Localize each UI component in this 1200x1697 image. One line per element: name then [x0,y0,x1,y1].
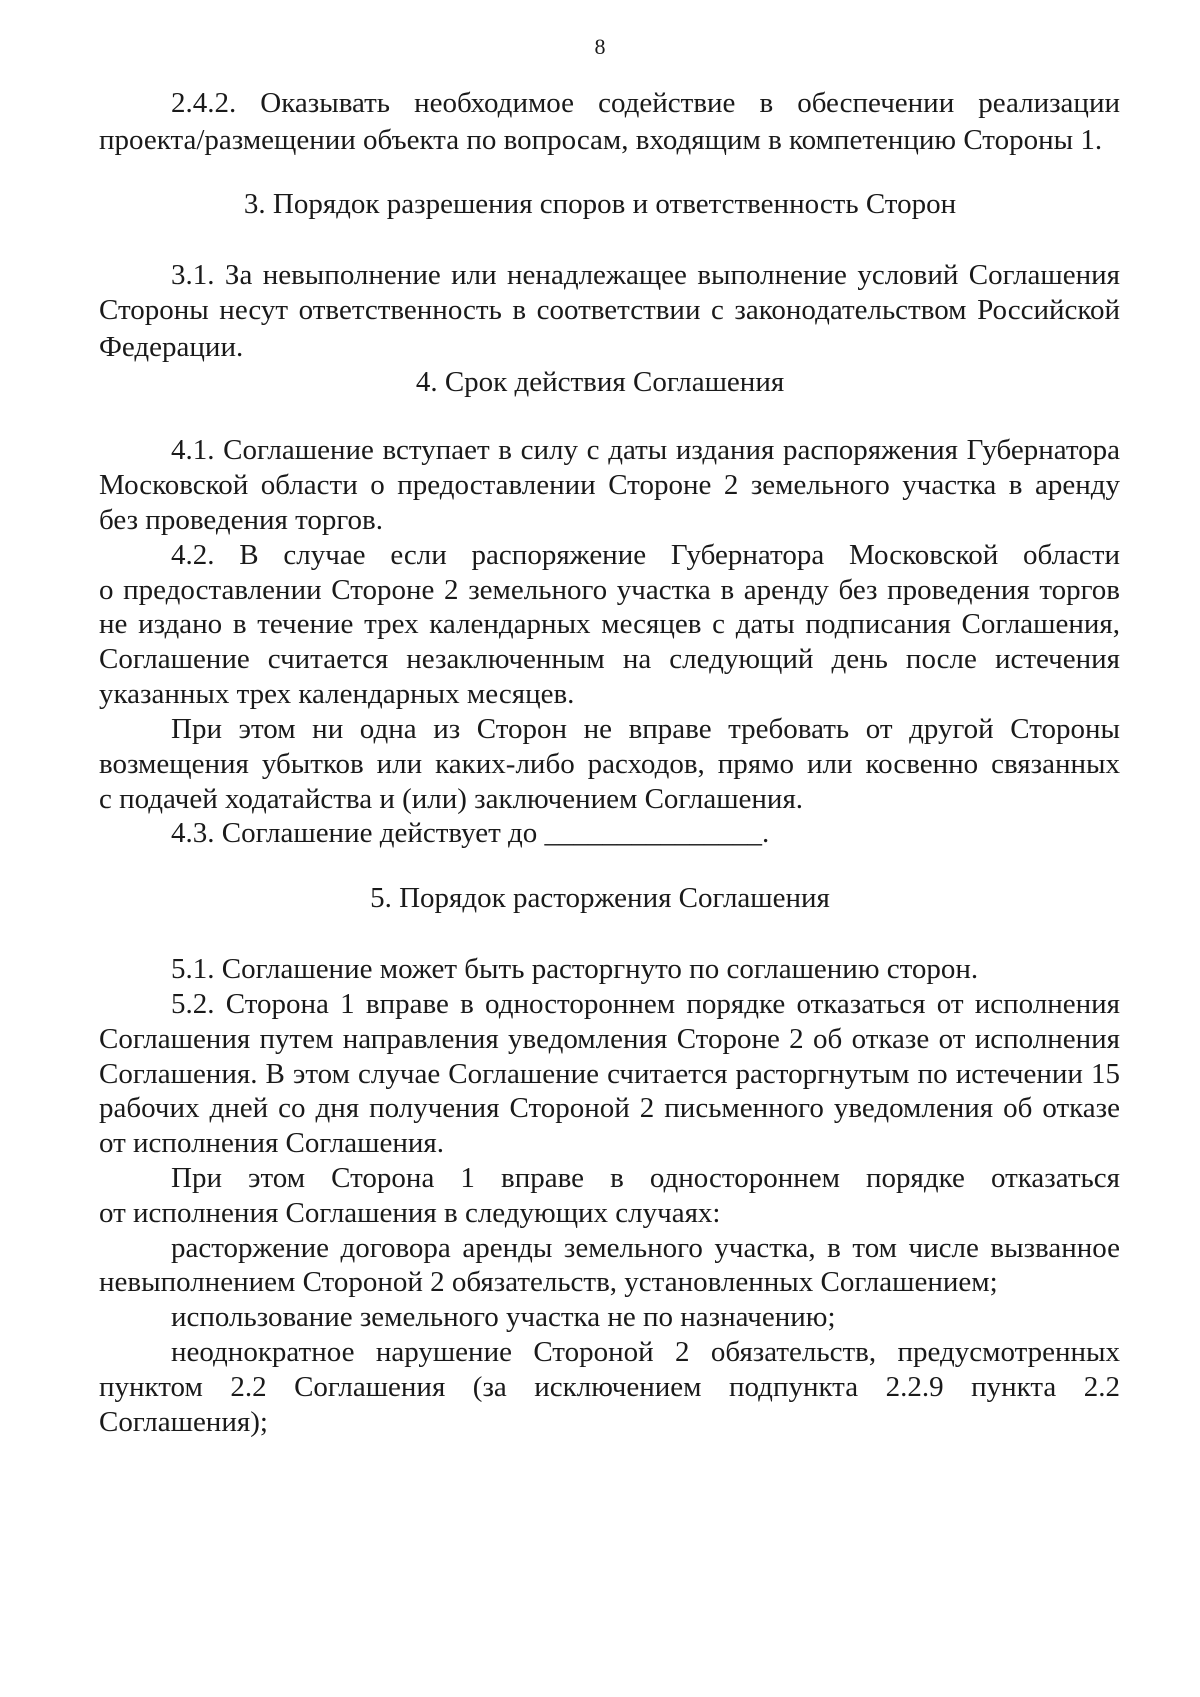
section-heading: 5. Порядок расторжения Соглашения [370,882,830,914]
section-heading: 3. Порядок разрешения споров и ответственность Сторон [243,188,957,220]
text-line: не издано в течение трех календарных месяцев с даты подписания Соглашения, [99,608,1120,640]
text-line: от исполнения Соглашения в следующих случаях: [99,1197,721,1229]
text-line: 5.2. Сторона 1 вправе в одностороннем порядке отказаться от исполнения [171,988,1120,1020]
text-line: указанных трех календарных месяцев. [99,678,575,710]
text-line: 5.1. Соглашение может быть расторгнуто по соглашению сторон. [171,953,979,985]
section-heading: 4. Срок действия Соглашения [415,366,785,398]
text-line: использование земельного участка не по назначению; [171,1301,836,1333]
text-line: проекта/размещении объекта по вопросам, входящим в компетенцию Стороны 1. [99,124,1103,156]
text-line: расторжение договора аренды земельного участка, в том числе вызванное [171,1232,1120,1264]
text-line: Соглашения. В этом случае Соглашение считается расторгнутым по истечении 15 [99,1058,1120,1090]
text-line: 2.4.2. Оказывать необходимое содействие в обеспечении реализации [171,87,1120,119]
text-line: При этом Сторона 1 вправе в одностороннем порядке отказаться [171,1162,1120,1194]
text-line: о предоставлении Стороне 2 земельного участка в аренду без проведения торгов [99,574,1120,606]
text-line: Соглашения); [99,1406,268,1438]
text-line: невыполнением Стороной 2 обязательств, установленных Соглашением; [99,1266,998,1298]
text-line: 4.1. Соглашение вступает в силу с даты издания распоряжения Губернатора [171,434,1120,466]
text-line: Стороны несут ответственность в соответствии с законодательством Российской [99,294,1120,326]
text-line: Федерации. [99,331,244,363]
text-line: Московской области о предоставлении Стороне 2 земельного участка в аренду [99,469,1120,501]
text-line: 3.1. За невыполнение или ненадлежащее выполнение условий Соглашения [171,259,1120,291]
text-line: 4.2. В случае если распоряжение Губернатора Московской области [171,539,1120,571]
text-line: от исполнения Соглашения. [99,1127,444,1159]
text-line: с подачей ходатайства и (или) заключением Соглашения. [99,783,804,815]
page-number: 8 [594,34,606,59]
text-line: возмещения убытков или каких-либо расходов, прямо или косвенно связанных [99,748,1120,780]
text-line: пунктом 2.2 Соглашения (за исключением подпункта 2.2.9 пункта 2.2 [99,1371,1120,1403]
text-line: Соглашения путем направления уведомления Стороне 2 об отказе от исполнения [99,1023,1120,1055]
text-line: без проведения торгов. [99,504,383,536]
text-line: 4.3. Соглашение действует до _______________. [171,817,770,849]
text-line: неоднократное нарушение Стороной 2 обязательств, предусмотренных [171,1336,1120,1368]
text-line: При этом ни одна из Сторон не вправе требовать от другой Стороны [171,713,1120,745]
text-line: Соглашение считается незаключенным на следующий день после истечения [99,643,1120,675]
text-line: рабочих дней со дня получения Стороной 2 письменного уведомления об отказе [99,1092,1120,1124]
